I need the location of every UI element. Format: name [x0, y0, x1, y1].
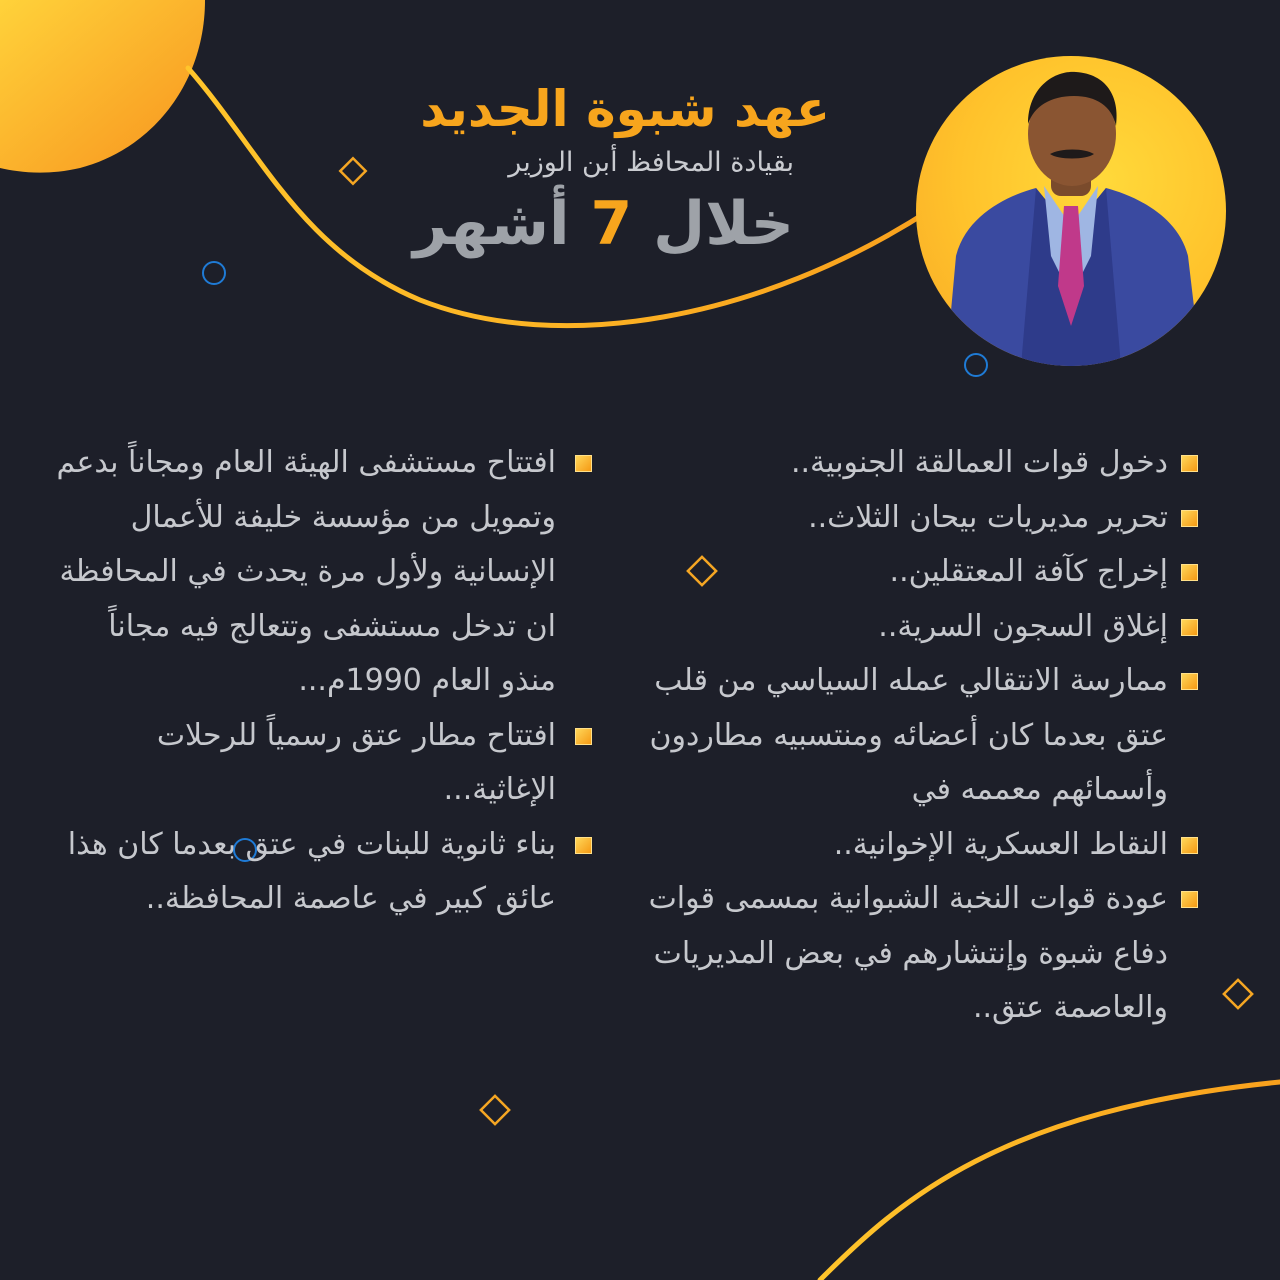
square-bullet-icon	[575, 455, 592, 472]
page-subtitle: بقيادة المحافظ أبن الوزير	[508, 147, 794, 178]
list-item	[638, 600, 1198, 655]
circle-deco-1	[203, 262, 225, 284]
square-bullet-icon	[1181, 837, 1198, 854]
header	[380, 78, 830, 260]
square-bullet-icon	[1181, 455, 1198, 472]
square-bullet-icon	[1181, 673, 1198, 690]
list-item-text: بناء ثانوية للبنات في عتق بعدما كان هذا عائق كبير في عاصمة المحافظة..	[67, 826, 556, 916]
diamond-deco-4	[481, 1096, 509, 1124]
square-bullet-icon	[575, 837, 592, 854]
bottom-wave-line	[820, 1082, 1280, 1280]
achievements-list-right	[638, 436, 1198, 1036]
period-suffix: أشهر	[413, 189, 570, 259]
list-item	[638, 545, 1198, 600]
period-prefix: خلال	[653, 189, 794, 259]
square-bullet-icon	[1181, 891, 1198, 908]
list-item-text: تحرير مديريات بيحان الثلاث..	[808, 499, 1168, 535]
diamond-deco-3	[1224, 980, 1252, 1008]
page-title: عهد شبوة الجديد	[420, 80, 830, 138]
governor-portrait	[916, 56, 1226, 366]
list-item	[638, 491, 1198, 546]
list-item-text: إخراج كآفة المعتقلين..	[889, 554, 1168, 589]
list-item	[56, 818, 592, 927]
list-item-text: النقاط العسكرية الإخوانية..	[833, 826, 1168, 862]
period-label	[380, 188, 794, 260]
list-item	[56, 709, 592, 818]
list-item-text: دخول قوات العمالقة الجنوبية..	[790, 445, 1168, 480]
list-item	[638, 436, 1198, 491]
list-item-text: افتتاح مطار عتق رسمياً للرحلات الإغاثية...	[156, 717, 556, 807]
list-item-text: إغلاق السجون السرية..	[878, 608, 1168, 644]
list-item-text: ممارسة الانتقالي عمله السياسي من قلب عتق بعدما كان أعضائه ومنتسبيه مطاردون وأسمائهم معممه في	[649, 663, 1168, 807]
achievements-list-left	[56, 436, 556, 927]
circle-deco-2	[965, 354, 987, 376]
list-item	[638, 654, 1198, 818]
corner-blob	[0, 0, 205, 173]
square-bullet-icon	[1181, 619, 1198, 636]
list-item-text: عودة قوات النخبة الشبوانية بمسمى قوات دفاع شبوة وإنتشارهم في بعض المديريات والعاصمة عتق..	[648, 881, 1168, 1025]
list-item-text: افتتاح مستشفى الهيئة العام ومجاناً بدعم وتمويل من مؤسسة خليفة للأعمال الإنسانية ولأول مرة يحدث في المحافظة ان تدخل مستشفى وتتعالج فيه مجاناً منذو العام 1990م...	[56, 445, 556, 698]
list-item	[56, 436, 592, 709]
square-bullet-icon	[1181, 510, 1198, 527]
period-number: 7	[590, 189, 633, 259]
person-silhouette-icon	[916, 56, 1226, 366]
square-bullet-icon	[575, 728, 592, 745]
square-bullet-icon	[1181, 564, 1198, 581]
diamond-deco-1	[340, 158, 365, 183]
list-item	[638, 818, 1198, 873]
list-item	[638, 872, 1198, 1036]
